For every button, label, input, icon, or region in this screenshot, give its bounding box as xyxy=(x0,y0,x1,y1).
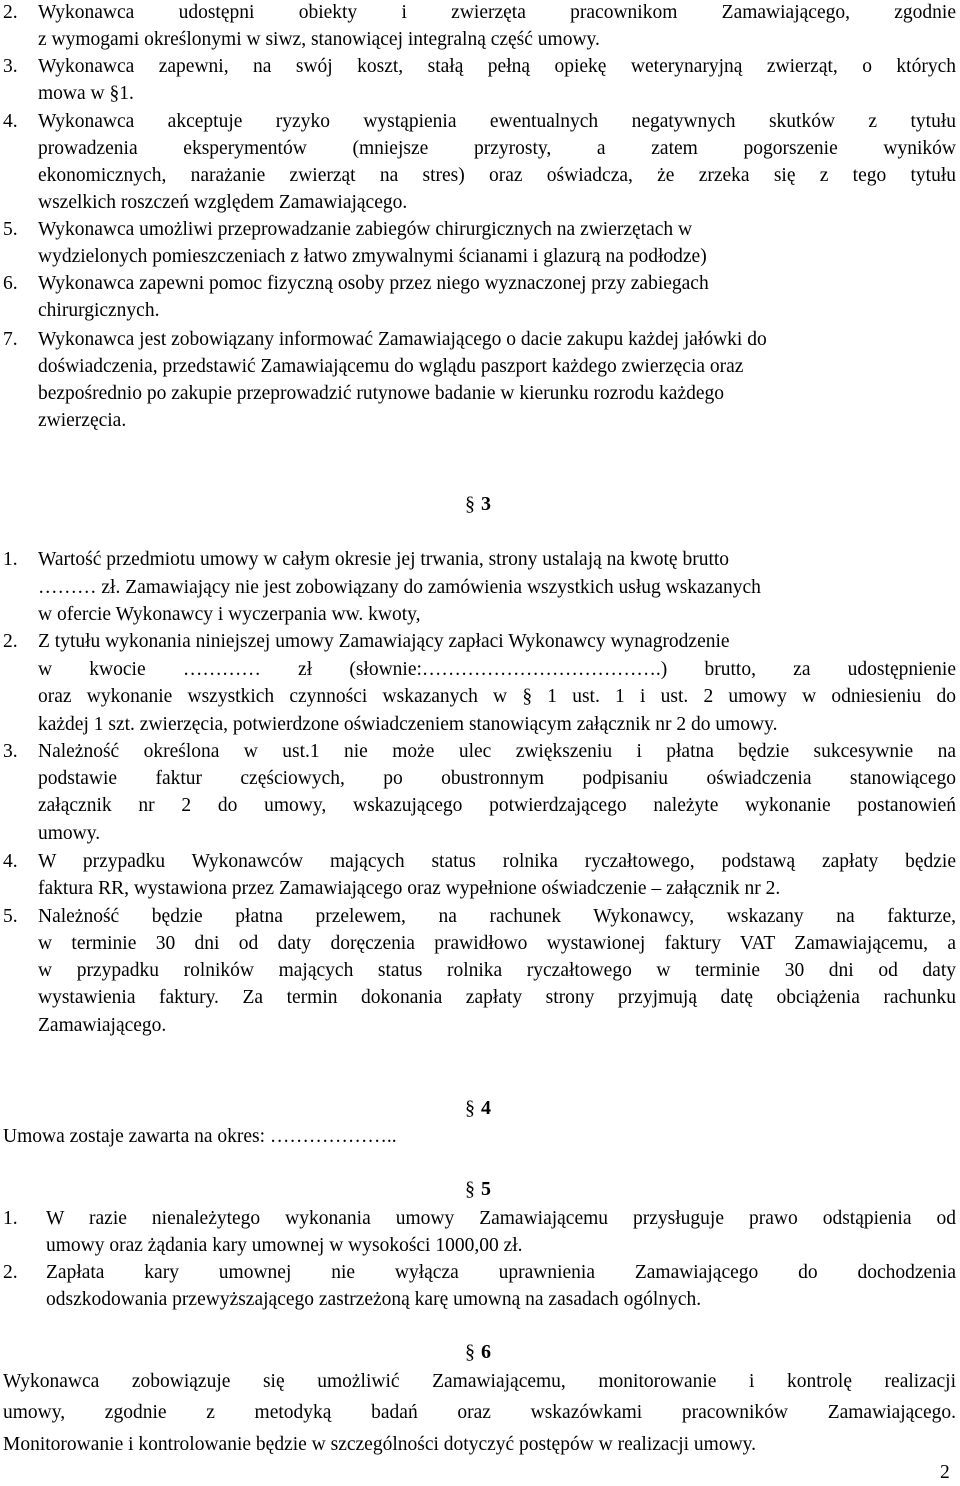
list-item-line: załącznik nr 2 do umowy, wskazującego potwierdzającego należyte wykonanie postanowień xyxy=(38,795,956,816)
list-item-number: 3. xyxy=(3,741,18,762)
paragraph-line: umowy, zgodnie z metodyką badań oraz wskazówkami pracowników Zamawiającego. xyxy=(3,1402,956,1423)
list-item-line: ……… zł. Zamawiający nie jest zobowiązany do zamówienia wszystkich usług wskazanych xyxy=(38,577,761,598)
list-item-line: Z tytułu wykonania niniejszej umowy Zamawiający zapłaci Wykonawcy wynagrodzenie xyxy=(38,631,730,652)
list-item-number: 5. xyxy=(3,219,18,240)
list-item-line: Wykonawca zapewni pomoc fizyczną osoby przez niego wyznaczonej przy zabiegach xyxy=(38,273,709,294)
list-item-line: z wymogami określonymi w siwz, stanowiącej integralną część umowy. xyxy=(38,29,600,50)
list-item-line: faktura RR, wystawiona przez Zamawiającego oraz wypełnione oświadczenie – załącznik nr 2. xyxy=(38,878,781,899)
paragraph-line: Wykonawca zobowiązuje się umożliwić Zamawiającemu, monitorowanie i kontrolę realizacji xyxy=(3,1371,956,1392)
list-item-line: Zapłata kary umownej nie wyłącza uprawnienia Zamawiającego do dochodzenia xyxy=(46,1262,956,1283)
section-sign: § xyxy=(465,1097,475,1119)
list-item-line: W przypadku Wykonawców mających status rolnika ryczałtowego, podstawą zapłaty będzie xyxy=(38,851,956,872)
list-item-line: Wykonawca zapewni, na swój koszt, stałą pełną opiekę weterynaryjną zwierząt, o których xyxy=(38,56,956,77)
list-item-line: oraz wykonanie wszystkich czynności wskazanych w § 1 ust. 1 i ust. 2 umowy w odniesieniu do xyxy=(38,686,956,707)
list-item-line: wydzielonych pomieszczeniach z łatwo zmywalnymi ścianami i glazurą na podłodze) xyxy=(38,246,707,267)
list-item-line: Zamawiającego. xyxy=(38,1015,167,1036)
paragraph-line: Monitorowanie i kontrolowanie będzie w szczególności dotyczyć postępów w realizacji umowy. xyxy=(3,1434,757,1455)
list-item-line: prowadzenia eksperymentów (mniejsze przyrosty, a zatem pogorszenie wyników xyxy=(38,138,956,159)
list-item-number: 3. xyxy=(3,56,18,77)
list-item-line: odszkodowania przewyższającego zastrzeżoną karę umowną na zasadach ogólnych. xyxy=(46,1289,702,1310)
list-item-line: podstawie faktur częściowych, po obustronnym podpisaniu oświadczenia stanowiącego xyxy=(38,768,956,789)
section-heading xyxy=(465,1341,491,1364)
list-item-number: 2. xyxy=(3,1262,18,1283)
list-item-line: Wykonawca akceptuje ryzyko wystąpienia ewentualnych negatywnych skutków z tytułu xyxy=(38,111,956,132)
list-item-number: 5. xyxy=(3,906,18,927)
list-item-line: Wykonawca udostępni obiekty i zwierzęta pracownikom Zamawiającego, zgodnie xyxy=(38,2,956,23)
list-item-line: w terminie 30 dni od daty doręczenia prawidłowo wystawionej faktury VAT Zamawiającemu, a xyxy=(38,933,956,954)
list-item-number: 2. xyxy=(3,2,18,23)
list-item-line: wystawienia faktury. Za termin dokonania zapłaty strony przyjmują datę obciążenia rachunku xyxy=(38,987,956,1008)
list-item-number: 7. xyxy=(3,329,18,350)
list-item-line: każdej 1 szt. zwierzęcia, potwierdzone oświadczeniem stanowiącym załącznik nr 2 do umowy. xyxy=(38,714,778,735)
list-item-line: Należność określona w ust.1 nie może ulec zwiększeniu i płatna będzie sukcesywnie na xyxy=(38,741,956,762)
list-item-number: 4. xyxy=(3,851,18,872)
list-item-number: 1. xyxy=(3,1208,18,1229)
list-item-line: w kwocie ………… zł (słownie:……………………………….) brutto, za udostępnienie xyxy=(38,659,956,680)
contract-term: Umowa zostaje zawarta na okres: ……………….. xyxy=(3,1126,397,1147)
section-sign: § xyxy=(465,1178,475,1200)
list-item-line: umowy. xyxy=(38,823,101,844)
section-heading xyxy=(465,1097,491,1120)
list-item-number: 4. xyxy=(3,111,18,132)
list-item-line: wszelkich roszczeń względem Zamawiającego. xyxy=(38,192,408,213)
list-item-line: w ofercie Wykonawcy i wyczerpania ww. kwoty, xyxy=(38,604,421,625)
list-item-number: 6. xyxy=(3,273,18,294)
list-item-line: Wartość przedmiotu umowy w całym okresie jej trwania, strony ustalają na kwotę brutto xyxy=(38,549,730,570)
section-number: 4 xyxy=(481,1097,491,1119)
list-item-line: W razie nienależytego wykonania umowy Zamawiającemu przysługuje prawo odstąpienia od xyxy=(46,1208,956,1229)
list-item-line: Wykonawca jest zobowiązany informować Zamawiającego o dacie zakupu każdej jałówki do xyxy=(38,329,767,350)
list-item-line: doświadczenia, przedstawić Zamawiającemu do wglądu paszport każdego zwierzęcia oraz xyxy=(38,356,744,377)
list-item-line: bezpośrednio po zakupie przeprowadzić rutynowe badanie w kierunku rozrodu każdego xyxy=(38,383,725,404)
list-item-line: Należność będzie płatna przelewem, na rachunek Wykonawcy, wskazany na fakturze, xyxy=(38,906,956,927)
list-item-number: 2. xyxy=(3,631,18,652)
list-item-line: Wykonawca umożliwi przeprowadzanie zabiegów chirurgicznych na zwierzętach w xyxy=(38,219,693,240)
section-sign: § xyxy=(465,1341,475,1363)
list-item-line: chirurgicznych. xyxy=(38,300,160,321)
section-number: 6 xyxy=(481,1341,491,1363)
list-item-line: umowy oraz żądania kary umownej w wysokości 1000,00 zł. xyxy=(46,1235,523,1256)
list-item-line: ekonomicznych, narażanie zwierząt na stres) oraz oświadcza, że zrzeka się z tego tytułu xyxy=(38,165,956,186)
list-item-line: w przypadku rolników mających status rolnika ryczałtowego w terminie 30 dni od daty xyxy=(38,960,956,981)
section-number: 3 xyxy=(481,493,491,515)
section-heading xyxy=(465,1178,491,1201)
list-item-number: 1. xyxy=(3,549,18,570)
list-item-line: zwierzęcia. xyxy=(38,410,127,431)
section-heading xyxy=(465,493,491,516)
list-item-line: mowa w §1. xyxy=(38,83,134,104)
page-number: 2 xyxy=(940,1462,950,1483)
section-sign: § xyxy=(465,493,475,515)
section-number: 5 xyxy=(481,1178,491,1200)
